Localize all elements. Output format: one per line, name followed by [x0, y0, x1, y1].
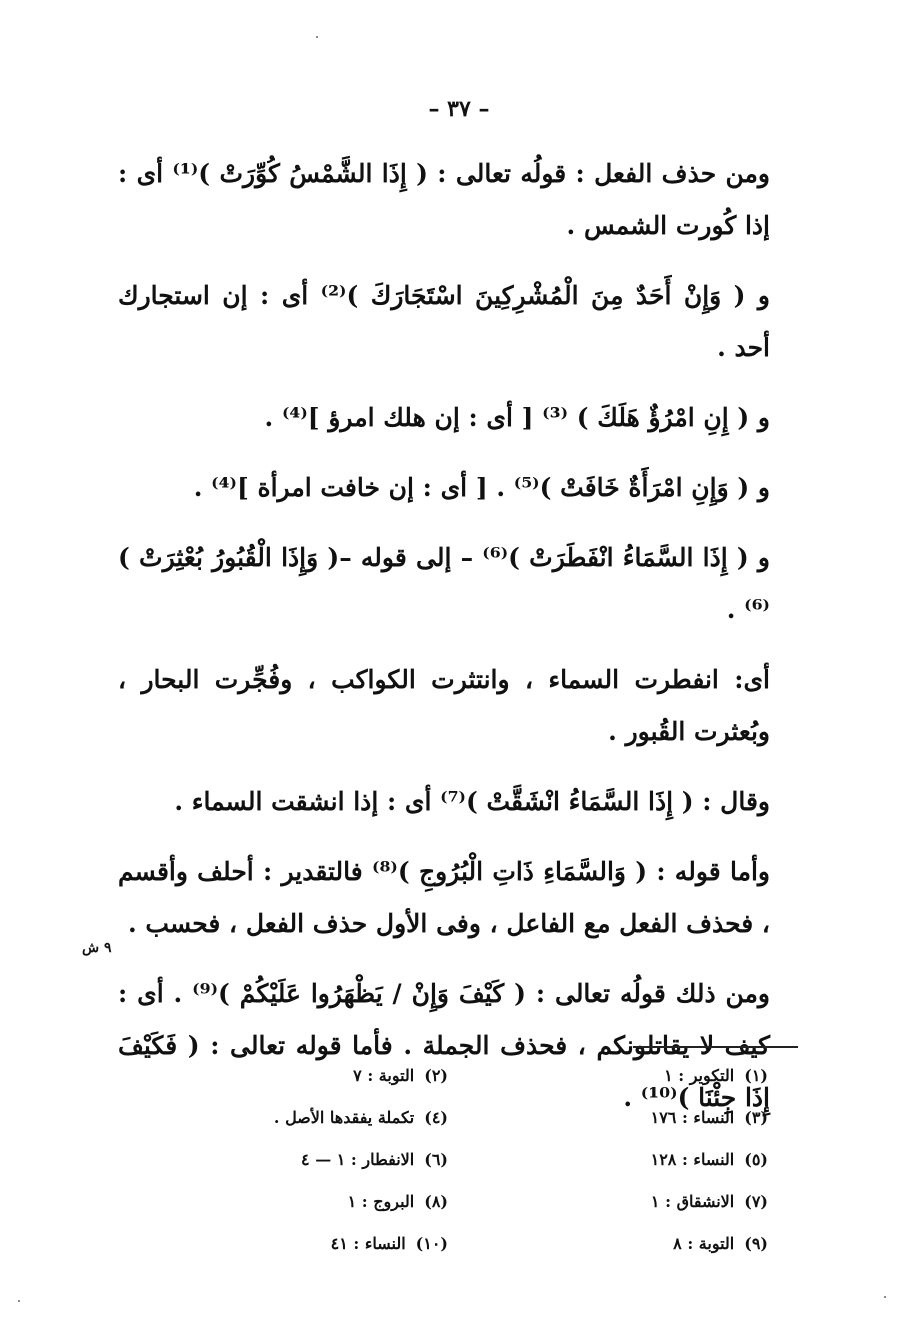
footnote-text: الانفطار : ١ — ٤ — [301, 1150, 415, 1169]
footnote-mark: (٨) — [424, 1192, 448, 1211]
margin-note: ٩ ش — [82, 940, 112, 956]
footnotes — [128, 1066, 768, 1276]
footnote-mark: (٣) — [744, 1108, 768, 1127]
paragraph: و ( إِذَا السَّمَاءُ انْفَطَرَتْ )⁽⁶⁾ – إلى قوله –( وَإِذَا الْقُبُورُ بُعْثِرَتْ )⁽⁶⁾ . — [118, 543, 770, 624]
footnote-text: التوبة : ٨ — [673, 1234, 735, 1253]
footnote — [448, 1234, 768, 1276]
paragraph: و ( وَإِنِ امْرَأَةٌ خَافَتْ )⁽⁵⁾ . [ أى : إن خافت امرأة ]⁽⁴⁾ . — [193, 473, 770, 502]
paragraph: و ( إِنِ امْرُؤٌ هَلَكَ ) ⁽³⁾ [ أى : إن هلك امرؤ ]⁽⁴⁾ . — [264, 403, 770, 432]
footnote — [128, 1192, 448, 1234]
footnote-mark: (٢) — [424, 1066, 448, 1085]
footnote-mark: (١٠) — [415, 1234, 448, 1253]
footnote-text: التكوير : ١ — [664, 1066, 735, 1085]
paragraph: أى: انفطرت السماء ، وانتثرت الكواكب ، وفُجِّرت البحار ، وبُعثرت القُبور . — [118, 665, 770, 746]
footnote-mark: (٦) — [424, 1150, 448, 1169]
body-text — [118, 148, 770, 1142]
paragraph: وقال : ( إِذَا السَّمَاءُ انْشَقَّتْ )⁽⁷⁾ أى : إذا انشقت السماء . — [174, 787, 770, 816]
footnote-text: التوبة : ٧ — [353, 1066, 415, 1085]
paragraph: وأما قوله : ( وَالسَّمَاءِ ذَاتِ الْبُرُوجِ )⁽⁸⁾ فالتقدير : أحلف وأقسم ، فحذف الفعل مع الفاعل ، وفى الأول حذف الفعل ، فحسب . — [118, 857, 770, 938]
footnote — [448, 1108, 768, 1150]
footnote — [128, 1066, 448, 1108]
paragraph: و ( وَإِنْ أَحَدٌ مِنَ الْمُشْرِكِينَ اسْتَجَارَكَ )⁽²⁾ أى : إن استجارك أحد . — [118, 281, 770, 362]
footnote-text: النساء : ١٧٦ — [650, 1108, 735, 1127]
footnote — [448, 1066, 768, 1108]
footnote-text: الانشقاق : ١ — [650, 1192, 735, 1211]
footnote-text: تكملة يفقدها الأصل . — [273, 1108, 415, 1127]
footnote-text: النساء : ٤١ — [330, 1234, 406, 1253]
footnote — [448, 1150, 768, 1192]
footnote-mark: (٧) — [744, 1192, 768, 1211]
footnote-text: النساء : ١٢٨ — [650, 1150, 735, 1169]
footnote — [448, 1192, 768, 1234]
scan-speck — [316, 36, 318, 38]
page-number: – ٣٧ – — [428, 96, 490, 122]
footnote-mark: (١) — [744, 1066, 768, 1085]
footnote — [128, 1108, 448, 1150]
footnote — [128, 1150, 448, 1192]
scan-speck — [18, 1300, 20, 1302]
paragraph: ومن حذف الفعل : قولُه تعالى : ( إِذَا الشَّمْسُ كُوِّرَتْ )⁽¹⁾ أى : إذا كُورت الشمس . — [118, 159, 770, 240]
footnote-text: البروج : ١ — [347, 1192, 415, 1211]
footnote-mark: (٥) — [744, 1150, 768, 1169]
footnote-mark: (٩) — [744, 1234, 768, 1253]
footnote — [128, 1234, 448, 1276]
footnote-divider — [633, 1046, 798, 1048]
scan-speck — [884, 1296, 886, 1298]
paragraph: ومن ذلك قولُه تعالى : ( كَيْفَ وَإِنْ / يَظْهَرُوا عَلَيْكُمْ )⁽⁹⁾ . أى : كيف لا يقاتلونكم ، فحذف الجملة . فأما قوله تعالى : ( فَكَيْفَ إِذَا جِئْنَا )⁽¹⁰⁾ . — [118, 979, 770, 1112]
footnote-mark: (٤) — [424, 1108, 448, 1127]
